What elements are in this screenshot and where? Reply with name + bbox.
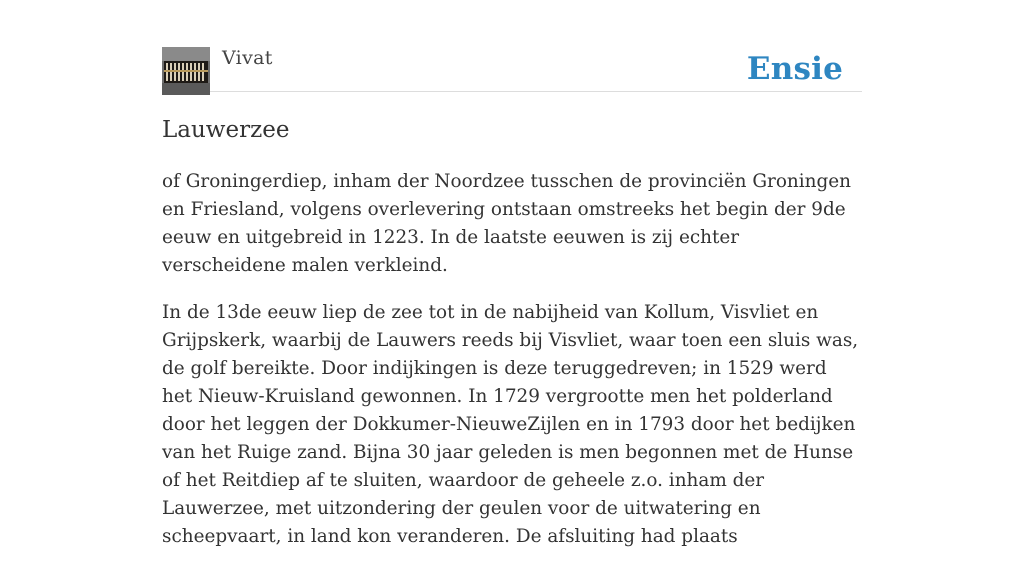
header [162,0,862,92]
site-logo[interactable]: Ensie [746,51,843,87]
article-body [162,168,862,570]
article-paragraph: In de 13de eeuw liep de zee tot in de nabijheid van Kollum, Visvliet en Grijpskerk, waarbij de Lauwers reeds bij Visvliet, waar toen een sluis was, de golf bereikte. Door indijkingen is deze teruggedreven; in 1529 werd het Nieuw-Kruisland gewonnen. In 1729 vergrootte men het polderland door het leggen der Dokkumer-NieuweZijlen en in 1793 door het bedijken van het Ruige zand. Bijna 30 jaar geleden is men begonnen met de Hunse of het Reitdiep af te sluiten, waardoor de geheele z.o. inham der Lauwerzee, met uitzondering der geulen voor de uitwatering en scheepvaart, in land kon veranderen. De afsluiting had plaats [162,302,859,547]
bookshelf-avatar-icon [162,47,210,95]
article-paragraph: of Groningerdiep, inham der Noordzee tusschen de provinciën Groningen en Friesland, volgens overlevering ontstaan omstreeks het begin der 9de eeuw en uitgebreid in 1223. In de laatste eeuwen is zij echter verscheidene malen verkleind. [162,171,851,276]
article-title: Lauwerzee [162,117,290,143]
page-container [162,0,862,547]
source-name[interactable]: Vivat [222,47,273,69]
avatar[interactable] [162,47,210,95]
